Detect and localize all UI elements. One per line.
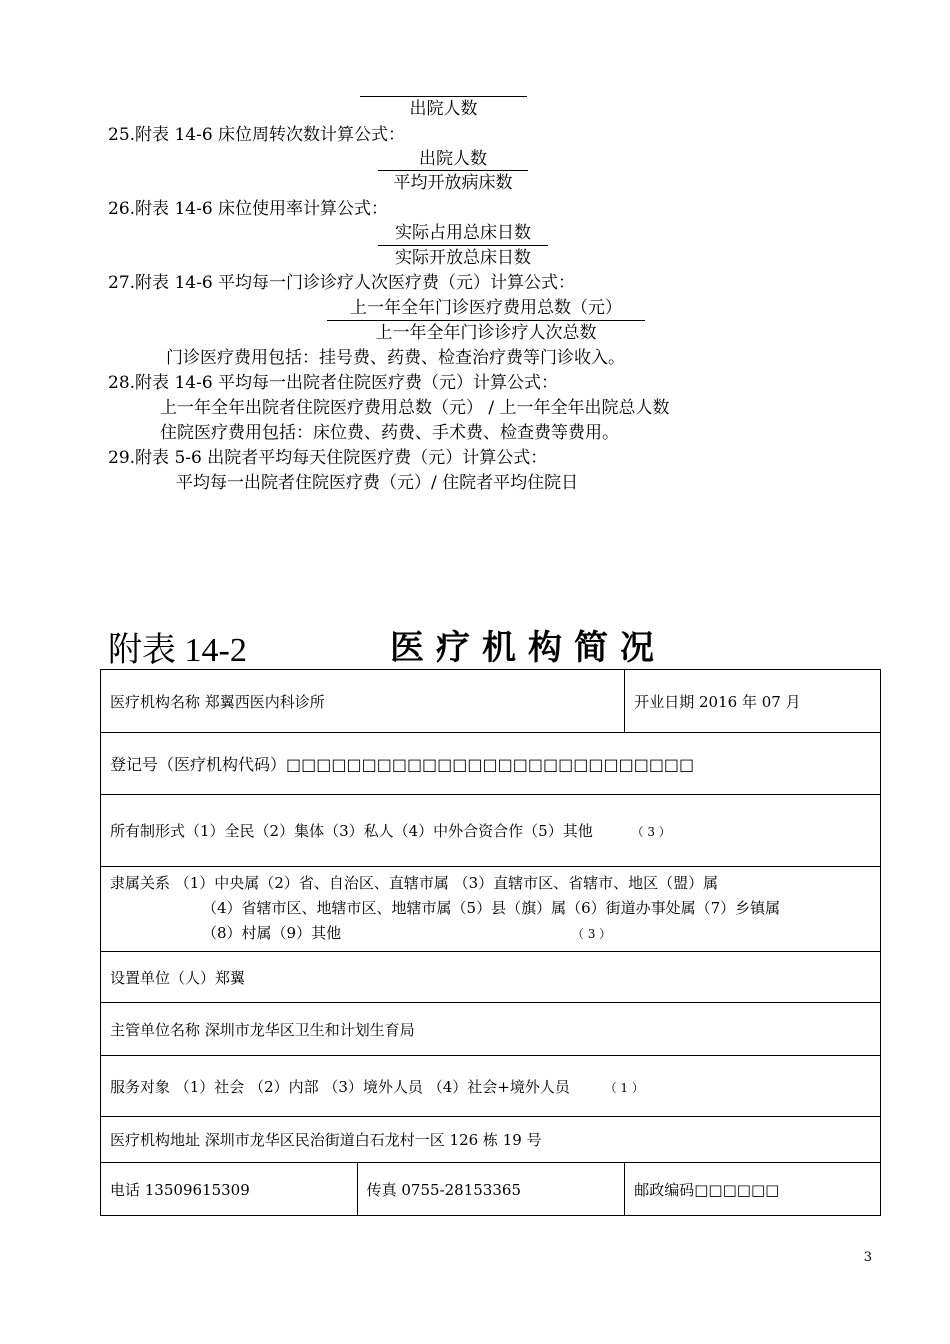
ownership-value: （ 3 ）	[631, 825, 671, 839]
fax-cell: 传真 0755-28153365	[357, 1163, 625, 1216]
table-row	[101, 867, 881, 952]
phone-cell: 电话 13509615309	[101, 1163, 358, 1216]
authority-cell: 主管单位名称 深圳市龙华区卫生和计划生育局	[101, 1003, 881, 1056]
table-row	[101, 952, 881, 1003]
f28-formula: 上一年全年出院者住院医疗费用总数（元） / 上一年全年出院总人数	[160, 398, 670, 418]
f24-denominator: 出院人数	[409, 99, 478, 119]
address-cell: 医疗机构地址 深圳市龙华区民治街道白石龙村一区 126 栋 19 号	[101, 1117, 881, 1163]
registration-cell: 登记号（医疗机构代码）□□□□□□□□□□□□□□□□□□□□□□□□□□□	[101, 733, 881, 795]
ownership-cell	[101, 795, 881, 867]
fraction-bar-27	[327, 320, 645, 321]
table-row	[101, 1163, 881, 1216]
table-row	[101, 1056, 881, 1117]
f27-numerator: 上一年全年门诊医疗费用总数（元）	[350, 298, 622, 318]
f29-formula: 平均每一出院者住院医疗费（元）/ 住院者平均住院日	[176, 473, 579, 493]
ownership-options: 所有制形式（1）全民（2）集体（3）私人（4）中外合资合作（5）其他	[110, 822, 593, 840]
f25-numerator: 出院人数	[419, 149, 487, 169]
institution-info-table	[100, 669, 881, 1216]
f27-note: 门诊医疗费用包括：挂号费、药费、检查治疗费等门诊收入。	[166, 348, 625, 368]
table-row	[101, 733, 881, 795]
affiliation-line-1: 隶属关系 （1）中央属（2）省、自治区、直辖市属 （3）直辖市区、省辖市、地区（盟）属	[110, 874, 719, 892]
affiliation-line-3: （8）村属（9）其他	[202, 924, 342, 942]
affiliation-line-2: （4）省辖市区、地辖市区、地辖市属（5）县（旗）属（6）街道办事处属（7）乡镇属	[202, 899, 781, 917]
f25-title: 25.附表 14-6 床位周转次数计算公式：	[108, 125, 406, 145]
affiliation-cell	[101, 867, 881, 952]
fraction-bar-25	[378, 170, 528, 171]
table-row	[101, 670, 881, 733]
fraction-bar-24	[360, 96, 527, 97]
affiliation-line-3-wrap	[110, 921, 871, 947]
f28-title: 28.附表 14-6 平均每一出院者住院医疗费（元）计算公式：	[108, 373, 559, 393]
f25-denominator: 平均开放病床数	[393, 173, 513, 193]
table-row	[101, 1117, 881, 1163]
f26-numerator: 实际占用总床日数	[395, 223, 531, 243]
service-cell	[101, 1056, 881, 1117]
f27-denominator: 上一年全年门诊诊疗人次总数	[375, 323, 597, 343]
f28-note: 住院医疗费用包括：床位费、药费、手术费、检查费等费用。	[160, 423, 619, 443]
f29-title: 29.附表 5-6 出院者平均每天住院医疗费（元）计算公式：	[108, 448, 548, 468]
postcode-cell: 邮政编码□□□□□□	[625, 1163, 881, 1216]
founder-cell: 设置单位（人）郑翼	[101, 952, 881, 1003]
service-options: 服务对象 （1）社会 （2）内部 （3）境外人员 （4）社会+境外人员	[110, 1077, 570, 1096]
section-label: 附表 14-2	[108, 632, 247, 669]
service-value: （ 1 ）	[604, 1080, 644, 1095]
f26-denominator: 实际开放总床日数	[395, 248, 531, 268]
f26-title: 26.附表 14-6 床位使用率计算公式：	[108, 199, 389, 219]
table-row	[101, 795, 881, 867]
open-date-cell: 开业日期 2016 年 07 月	[625, 670, 881, 733]
affiliation-value: （ 3 ）	[571, 927, 612, 941]
fraction-bar-26	[378, 245, 548, 246]
f27-title: 27.附表 14-6 平均每一门诊诊疗人次医疗费（元）计算公式：	[108, 273, 576, 293]
table-row	[101, 1003, 881, 1056]
institution-name-cell: 医疗机构名称 郑翼西医内科诊所	[101, 670, 625, 733]
section-title: 医疗机构简况	[390, 628, 666, 668]
page-number: 3	[863, 1250, 872, 1265]
